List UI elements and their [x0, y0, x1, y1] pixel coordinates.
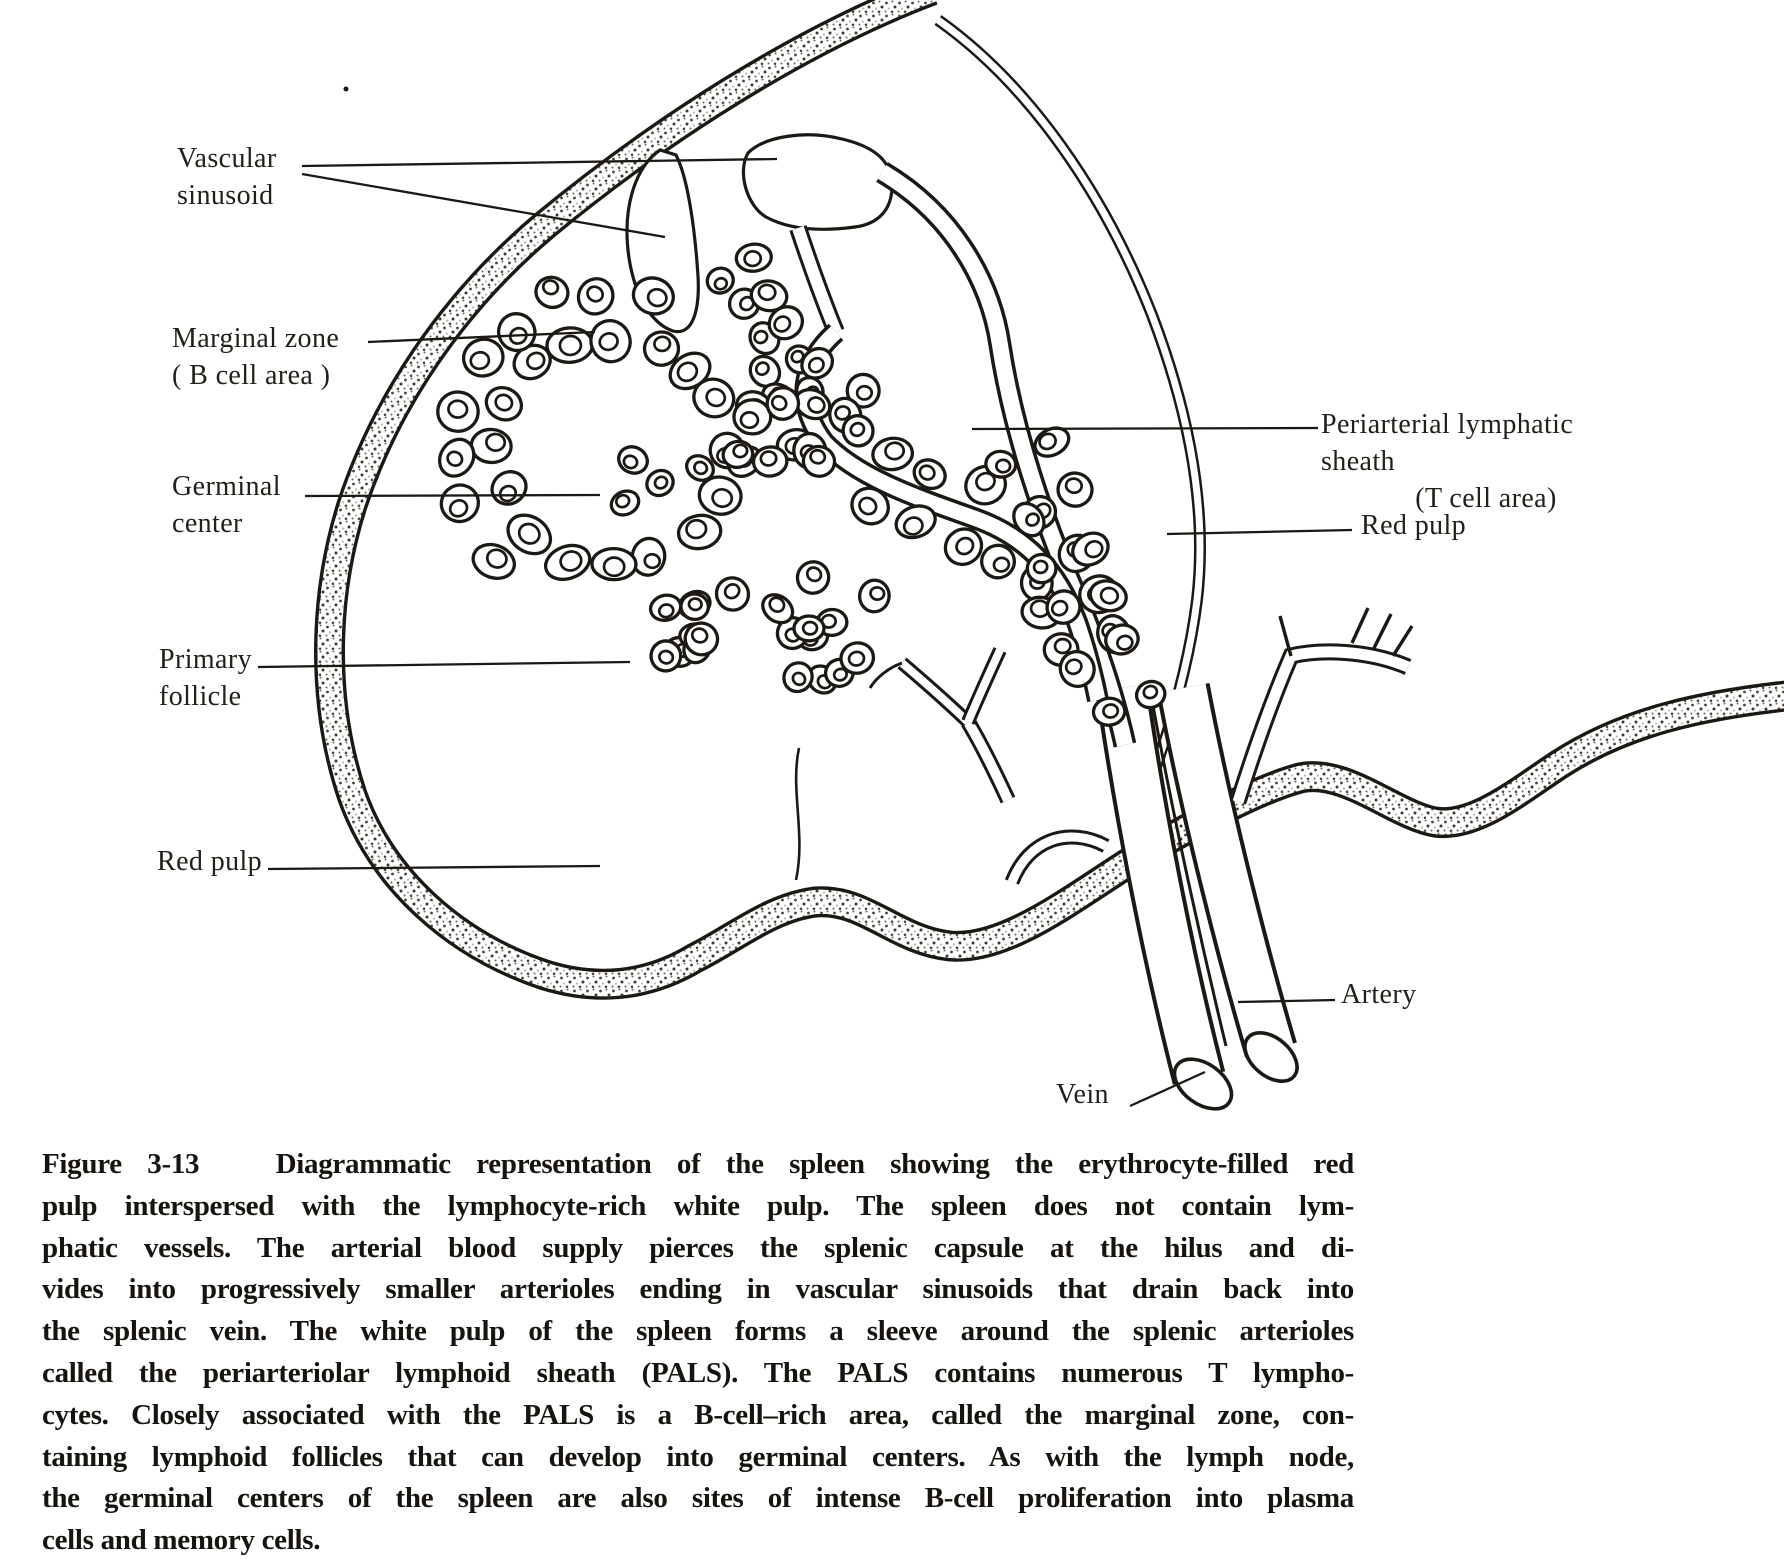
label-line: Germinal: [172, 471, 281, 502]
label-germinal-center: [172, 468, 281, 542]
lymphocyte-cells: [433, 242, 1169, 727]
label-line: sinusoid: [177, 180, 274, 211]
label-red-pulp-left: [157, 843, 262, 880]
label-line: Red pulp: [157, 846, 263, 877]
caption-line: the germinal centers of the spleen are also sites of intense B-cell proliferation into plasma: [42, 1482, 1354, 1515]
label-red-pulp-right: [1361, 507, 1466, 544]
label-vascular-sinusoid: [177, 140, 277, 214]
label-marginal-zone: [172, 320, 339, 394]
label-line: Vascular: [177, 143, 277, 174]
label-line: Artery: [1341, 979, 1417, 1010]
caption-line: vides into progressively smaller arterioles ending in vascular sinusoids that drain back into: [42, 1273, 1354, 1306]
leader-periarterial-sheath: [972, 428, 1318, 429]
leader-germinal-center: [305, 495, 600, 496]
label-line: ( B cell area ): [172, 360, 331, 391]
label-line: (T cell area): [1415, 483, 1557, 514]
label-periarterial-sheath: [1321, 406, 1651, 517]
label-line: center: [172, 508, 243, 539]
branch-twig: [1374, 614, 1391, 648]
label-line: Vein: [1056, 1079, 1109, 1110]
branch-twig: [1352, 608, 1368, 643]
caption-line: called the periarteriolar lymphoid sheath (PALS). The PALS contains numerous T lympho-: [42, 1356, 1354, 1389]
caption-line: Figure 3-13 Diagrammatic representation of the spleen showing the erythrocyte-filled red: [42, 1148, 1354, 1180]
label-line: Red pulp: [1361, 510, 1467, 541]
caption-line: pulp interspersed with the lymphocyte-rich white pulp. The spleen does not contain lym-: [42, 1189, 1354, 1222]
label-primary-follicle: [159, 641, 252, 715]
caption-line: phatic vessels. The arterial blood supply pierces the splenic capsule at the hilus and di-: [42, 1231, 1354, 1264]
leader-vascular-sinusoid-1: [302, 159, 777, 166]
leader-primary-follicle: [258, 662, 630, 667]
label-line: follicle: [159, 681, 242, 712]
caption-line: taining lymphoid follicles that can develop into germinal centers. As with the lymph node,: [42, 1440, 1354, 1473]
label-line: Marginal zone: [172, 323, 340, 354]
caption-line: the splenic vein. The white pulp of the spleen forms a sleeve around the splenic arterioles: [42, 1315, 1354, 1348]
branch-twig: [1393, 626, 1412, 656]
label-vein: [1056, 1076, 1109, 1113]
vascular-sinusoid-shape-right: [743, 135, 892, 229]
small-vessel-squiggle: [796, 748, 799, 880]
spleen-illustration: [330, 0, 1784, 1119]
label-line: Periarterial lymphatic sheath: [1321, 409, 1574, 477]
label-artery: [1341, 976, 1416, 1013]
label-line: Primary: [159, 644, 253, 675]
caption-line: cells and memory cells.: [42, 1524, 321, 1557]
scan-speck: [344, 87, 349, 92]
caption-line: cytes. Closely associated with the PALS is a B-cell–rich area, called the marginal zone, con-: [42, 1398, 1354, 1431]
figure-caption: [42, 1144, 1354, 1559]
leader-red-pulp-left: [268, 866, 600, 869]
